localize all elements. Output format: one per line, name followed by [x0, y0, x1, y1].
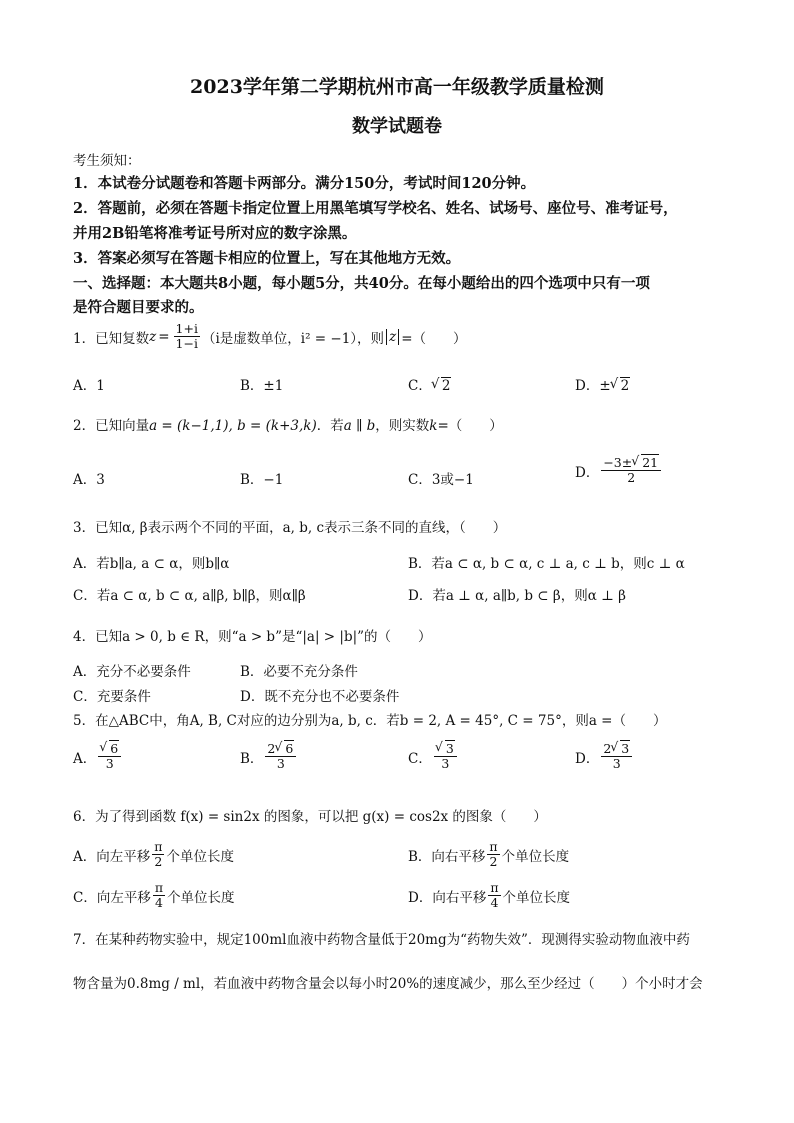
q6-option-c [73, 881, 235, 910]
q5-option-c-den: 3 [441, 756, 450, 771]
q5-option-a-radicand: 6 [110, 741, 119, 756]
q2-option-b: B．−1 [240, 472, 284, 488]
q1-option-c-sqrt [432, 378, 452, 394]
q6-option-a-num: π [154, 839, 163, 854]
q2-option-d-label: D． [575, 464, 600, 481]
q2-text-f: k [429, 418, 438, 434]
q5-option-b [240, 742, 298, 771]
q6-option-d-pre: D．向右平移 [408, 889, 487, 906]
q1-fraction-den: 1−i [175, 336, 198, 351]
q5-option-a-den: 3 [105, 756, 114, 771]
q3-option-c: C．若a ⊂ α, b ⊂ α, a∥β, b∥β，则α∥β [73, 588, 306, 604]
q1-option-c [408, 374, 451, 394]
q1-abs-z: z [386, 329, 399, 345]
q6-option-d-post: 个单位长度 [502, 889, 571, 906]
q3-option-d: D．若a ⊥ α, a∥b, b ⊂ β，则α ⊥ β [408, 588, 626, 604]
q6-option-c-den: 4 [154, 895, 163, 910]
q2-option-d-radicand: 21 [642, 455, 659, 470]
q6-option-d-den: 4 [490, 895, 499, 910]
q6-option-a-pre: A．向左平移 [73, 848, 151, 865]
question-1-stem [73, 322, 467, 351]
q4-option-b: B．必要不充分条件 [240, 664, 358, 680]
question-7-line-1: 7．在某种药物实验中，规定100ml血液中药物含量低于20mg为“药物失效”．现测得实验动物血液中药 [73, 932, 690, 948]
q5-option-d [575, 742, 634, 771]
q1-var-z: z [149, 328, 157, 345]
q1-prefix: 1．已知复数 [73, 330, 150, 347]
q5-option-b-coef: 2 [267, 741, 276, 756]
q6-option-c-num: π [154, 880, 164, 895]
q6-option-a-fraction [152, 840, 164, 869]
question-2-stem [73, 414, 503, 434]
section-1-heading-cont: 是符合题目要求的。 [73, 299, 204, 316]
q2-option-d-sqrt [632, 456, 659, 470]
q6-option-b-fraction [487, 840, 499, 869]
q2-text-g: =（ ） [437, 418, 503, 434]
q5-option-b-num [265, 742, 296, 757]
q2-option-d-num [601, 456, 661, 471]
q2-text-e: ，则实数 [375, 418, 430, 434]
q5-option-a [73, 742, 123, 771]
question-7-line-2: 物含量为0.8mg / ml，若血液中药物含量会以每小时20%的速度减少，那么至少经过（ ）个小时才会 [73, 976, 703, 992]
q1-eq: = [158, 328, 170, 345]
q6-option-c-post: 个单位长度 [167, 889, 235, 906]
q6-option-b-pre: B．向右平移 [408, 848, 486, 865]
q5-option-a-num [98, 742, 121, 757]
q2-option-d-num-pre: −3± [603, 455, 633, 470]
notice-item-3: 3．答案必须写在答题卡相应的位置上，写在其他地方无效。 [73, 250, 461, 267]
q5-option-c-label: C． [408, 750, 432, 767]
q5-option-b-label: B． [240, 750, 264, 767]
q5-option-c [408, 742, 459, 771]
q6-option-b-den: 2 [489, 854, 498, 869]
q5-option-d-sqrt [611, 742, 630, 756]
q5-option-b-radicand: 6 [285, 741, 294, 756]
q5-option-c-fraction [434, 742, 457, 771]
q6-option-b-num: π [489, 839, 498, 854]
q5-option-c-num [434, 742, 457, 757]
q1-suffix: =（ ） [401, 330, 467, 347]
q2-option-d-fraction [601, 456, 661, 485]
q6-option-d-num: π [490, 880, 499, 895]
q1-option-d-radicand: 2 [620, 378, 630, 394]
q1-option-c-label: C． [408, 378, 432, 394]
notice-item-2-cont: 并用2B铅笔将准考证号所对应的数字涂黑。 [73, 225, 357, 242]
q5-option-d-den: 3 [612, 756, 621, 771]
q6-option-d-fraction [488, 881, 500, 910]
q6-option-c-pre: C．向左平移 [73, 889, 151, 906]
q3-option-a: A．若b∥a, a ⊂ α，则b∥α [73, 556, 230, 572]
q5-option-c-radicand: 3 [445, 741, 454, 756]
q5-option-d-radicand: 3 [621, 741, 630, 756]
q5-option-a-label: A． [73, 750, 97, 767]
q1-option-d [575, 374, 630, 394]
q5-option-a-fraction [98, 742, 121, 771]
q1-option-d-label: D．± [575, 378, 611, 394]
q2-text-a: 2．已知向量 [73, 418, 150, 434]
q5-option-b-fraction [265, 742, 296, 771]
q2-option-d [575, 456, 663, 485]
question-6-stem: 6．为了得到函数 f(x) = sin2x 的图象，可以把 g(x) = cos2x 的图象（ ） [73, 809, 547, 825]
q5-option-a-sqrt [100, 742, 119, 756]
q1-middle: （i是虚数单位，i² = −1），则 [201, 330, 385, 347]
q6-option-a-den: 2 [154, 854, 163, 869]
q1-option-d-sqrt [611, 378, 631, 394]
q2-text-b: a = (k−1,1), b = (k+3,k) [149, 418, 317, 434]
notice-item-1: 1．本试卷分试题卷和答题卡两部分。满分150分，考试时间120分钟。 [73, 175, 536, 192]
q6-option-a [73, 840, 234, 869]
q2-option-c: C．3或−1 [408, 472, 474, 488]
q5-option-b-den: 3 [276, 756, 285, 771]
q2-text-d: a ∥ b [343, 418, 376, 434]
q5-option-d-num [601, 742, 632, 757]
q1-option-a: A．1 [73, 378, 105, 394]
q5-option-c-sqrt [436, 742, 455, 756]
q6-option-d [408, 881, 570, 910]
q5-option-d-label: D． [575, 750, 600, 767]
q4-option-d: D．既不充分也不必要条件 [240, 689, 400, 705]
q1-fraction-num: 1+i [175, 321, 198, 336]
question-3-stem: 3．已知α, β表示两个不同的平面，a, b, c表示三条不同的直线，（ ） [73, 520, 507, 536]
q2-option-a: A．3 [73, 472, 105, 488]
question-5-stem: 5．在△ABC中，角A, B, C对应的边分别为a, b, c．若b = 2, A = 45°, C = 75°，则a =（ ） [73, 713, 667, 729]
q4-option-a: A．充分不必要条件 [73, 664, 191, 680]
q1-option-c-radicand: 2 [441, 378, 451, 394]
notice-heading: 考生须知： [73, 153, 141, 169]
q3-option-b: B．若a ⊂ α, b ⊂ α, c ⊥ a, c ⊥ b，则c ⊥ α [408, 556, 685, 572]
q5-option-d-fraction [601, 742, 632, 771]
page-title: 2023学年第二学期杭州市高一年级教学质量检测 [190, 76, 604, 98]
q2-option-d-den: 2 [627, 470, 636, 485]
q1-fraction [174, 322, 200, 351]
q6-option-c-fraction [153, 881, 165, 910]
q6-option-b-post: 个单位长度 [501, 848, 570, 865]
q1-option-b: B．±1 [240, 378, 284, 394]
page-subtitle: 数学试题卷 [352, 116, 442, 137]
q5-option-d-coef: 2 [603, 741, 612, 756]
q2-text-c: ．若 [316, 418, 344, 434]
q6-option-b [408, 840, 569, 869]
q4-option-c: C．充要条件 [73, 689, 151, 705]
question-4-stem: 4．已知a > 0, b ∈ R，则“a > b”是“|a| > |b|”的（ ） [73, 629, 432, 645]
notice-item-2: 2．答题前，必须在答题卡指定位置上用黑笔填写学校名、姓名、试场号、座位号、准考证号， [73, 200, 678, 217]
q5-option-b-sqrt [275, 742, 294, 756]
section-1-heading: 一、选择题：本大题共8小题，每小题5分，共40分。在每小题给出的四个选项中只有一项 [73, 275, 650, 292]
q6-option-a-post: 个单位长度 [166, 848, 234, 865]
